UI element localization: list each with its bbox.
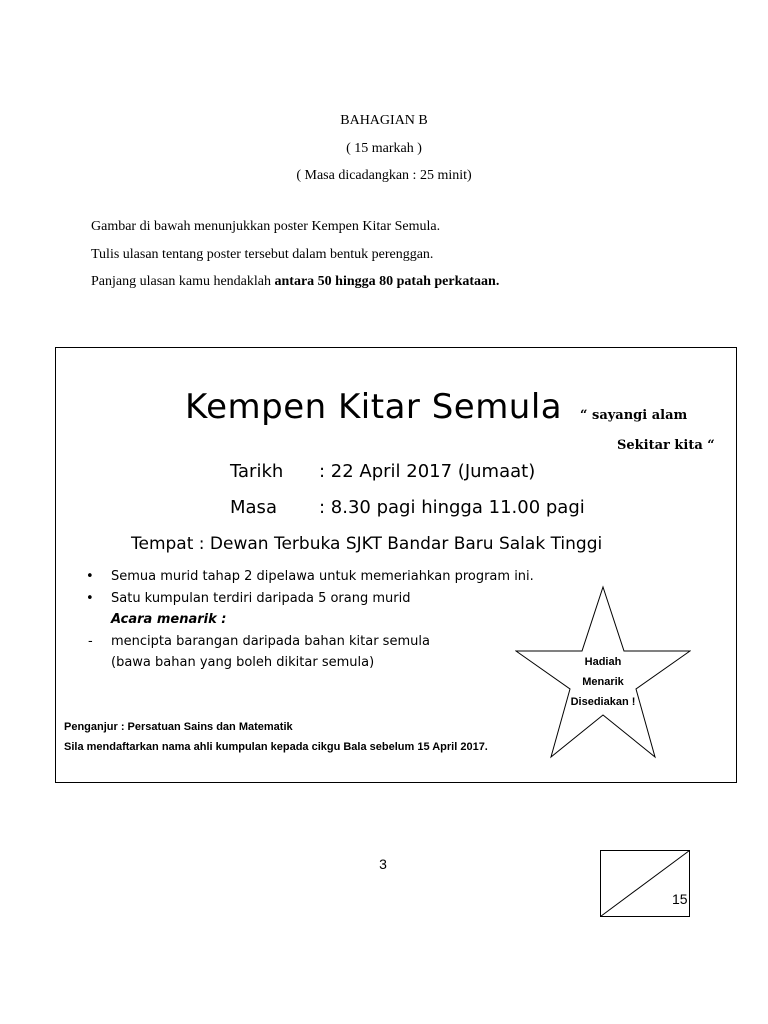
score-box xyxy=(600,850,690,917)
slogan-line-1: “ sayangi alam xyxy=(580,408,688,423)
bullet-text-1: Semua murid tahap 2 dipelawa untuk memeriahkan program ini. xyxy=(111,569,534,584)
time-label: Masa xyxy=(230,497,277,518)
organizer-text: Penganjur : Persatuan Sains dan Matematik xyxy=(64,721,293,733)
activity-line-2: (bawa bahan yang boleh dikitar semula) xyxy=(111,655,375,670)
venue: Tempat : Dewan Terbuka SJKT Bandar Baru Salak Tinggi xyxy=(131,534,603,554)
page-number: 3 xyxy=(379,856,387,872)
activity-line-1: mencipta barangan daripada bahan kitar semula xyxy=(111,634,430,649)
instruction-line-3 xyxy=(91,274,499,290)
marks-label: ( 15 markah ) xyxy=(346,141,422,156)
instruction-line-3-plain: Panjang ulasan kamu hendaklah xyxy=(91,274,275,289)
star-icon xyxy=(515,585,691,761)
time-suggestion: ( Masa dicadangkan : 25 minit) xyxy=(296,168,472,183)
star-text-3: Disediakan ! xyxy=(570,696,636,708)
date-value: : 22 April 2017 (Jumaat) xyxy=(319,461,536,482)
section-title: BAHAGIAN B xyxy=(340,113,428,128)
bullet-icon: • xyxy=(86,569,94,584)
prize-star xyxy=(515,585,691,761)
activity-dash: - xyxy=(88,634,93,649)
date-label: Tarikh xyxy=(230,461,284,482)
time-value: : 8.30 pagi hingga 11.00 pagi xyxy=(319,497,585,518)
bullet-icon: • xyxy=(86,591,94,606)
activity-heading: Acara menarik : xyxy=(111,612,227,627)
slogan-line-2: Sekitar kita “ xyxy=(617,438,715,453)
instruction-line-1: Gambar di bawah menunjukkan poster Kempen Kitar Semula. xyxy=(91,219,441,234)
instruction-line-3-bold: antara 50 hingga 80 patah perkataan. xyxy=(274,274,500,289)
star-text-1: Hadiah xyxy=(584,656,622,668)
poster-title: Kempen Kitar Semula xyxy=(185,387,563,427)
bullet-text-2: Satu kumpulan terdiri daripada 5 orang murid xyxy=(111,591,411,606)
score-total: 15 xyxy=(672,891,688,907)
instruction-line-2: Tulis ulasan tentang poster tersebut dalam bentuk perenggan. xyxy=(91,247,434,262)
registration-note: Sila mendaftarkan nama ahli kumpulan kepada cikgu Bala sebelum 15 April 2017. xyxy=(64,741,488,753)
star-text-2: Menarik xyxy=(582,676,624,688)
